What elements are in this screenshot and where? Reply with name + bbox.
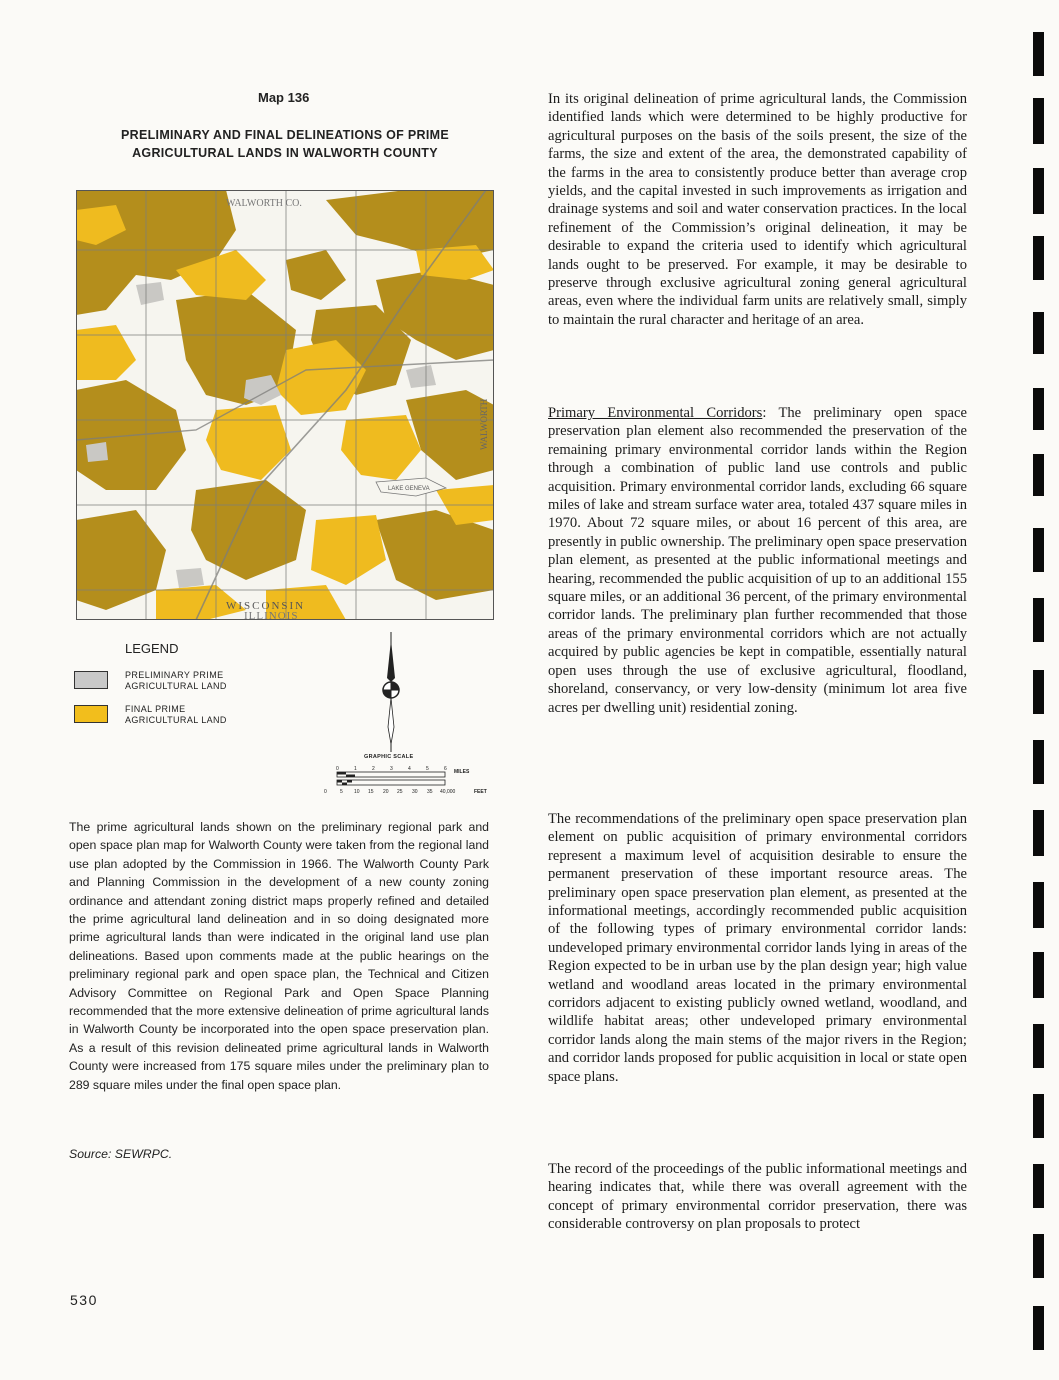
paragraph-3: The recommendations of the preliminary open space preservation plan element on public acquisition of primary environmental corridors represent a maximum level of acquisition desirable to ensure the permanent preservation of these important resource areas. The preliminary open space preservation plan element, as presented at the informational meetings, accordingly recommended public acquisition of the following types of primary environmental corridor lands: undeveloped primary environmental corridor lands lying in areas of the Region expected to be in urban use by the plan design year; high value wetland and woodland areas located in the primary environmental corridors adjacent to existing publicly owned wetland, woodland, and wildlife habitat areas; other undeveloped primary environmental corridor lands along the main stems of the major rivers in the Region; and corridor lands proposed for public acquisition in local or state open space plans. [548,811,967,1085]
edge-mark [1033,882,1044,928]
final-swatch [74,705,108,723]
preliminary-legend-label: PRELIMINARY PRIME AGRICULTURAL LAND [125,670,227,691]
svg-text:MILES: MILES [454,769,470,775]
map-caption: The prime agricultural lands shown on the preliminary regional park and open space plan map for Walworth County were taken from the regional land use plan adopted by the Commission in 1966. The Walworth County Park and Planning Commission in the development of a new county zoning ordinance and attendant zoning district maps properly refined and detailed the prime agricultural land delineation and in so doing designated more prime agricultural lands than were indicated in the original land use plan delineations. Based upon comments made at the public hearings on the preliminary regional park and open space plan, the Technical and Citizen Advisory Committee on Regional Park and Open Space Planning recommended that the more extensive delineation of prime agricultural lands in Walworth County be incorporated into the open space preservation plan. As a result of this revision delineated prime agricultural lands in Walworth County were increased from 175 square miles under the preliminary plan to 289 square miles under the final open space plan. [69,820,489,1092]
svg-text:0: 0 [324,789,327,795]
svg-text:25: 25 [397,789,403,795]
final-legend-label: FINAL PRIME AGRICULTURAL LAND [125,704,227,725]
paragraph-4: The record of the proceedings of the public informational meetings and hearing indicates that, while there was overall agreement with the concept of primary environmental corridor preservation, there was considerable controversy on plan proposals to protect [548,1161,967,1233]
svg-text:4: 4 [408,766,411,772]
map-title: PRELIMINARY AND FINAL DELINEATIONS OF PRIME AGRICULTURAL LANDS IN WALWORTH COUNTY [121,128,449,160]
edge-mark [1033,528,1044,572]
svg-text:5: 5 [340,789,343,795]
svg-text:5: 5 [426,766,429,772]
edge-mark [1033,1024,1044,1068]
edge-mark [1033,312,1044,354]
svg-text:10: 10 [354,789,360,795]
graphic-scale [322,764,502,800]
page-number: 530 [70,1292,98,1308]
edge-mark [1033,1094,1044,1138]
edge-mark [1033,1234,1044,1278]
svg-text:35: 35 [427,789,433,795]
wisconsin-label: WISCONSIN [226,600,306,612]
edge-mark [1033,740,1044,784]
paragraph-2: Primary Environmental Corridors: The preliminary open space preservation plan element also recommended the preservation of the remaining primary environmental corridor lands within the Region through a combination of public land use controls and public acquisition. Primary environmental corridor lands, excluding 66 square miles of lake and stream surface water area, totaled 437 square miles in 1970. About 72 square miles, or about 16 percent of this area, are presently in public ownership. The preliminary open space preservation plan element, as presented at the public informational meetings and hearing, recommended the public acquisition of up to an additional 155 square miles, or an additional 36 percent, of the primary environmental corridor lands. The preliminary plan further recommended that those areas of the primary environmental corridors which are not actually acquired by public agencies be kept in compatible, essentially natural open uses through the use of exclusive agricultural, floodland, shoreland, conservancy, or very low-density (minimum lot area five acres per dwelling unit) residential zoning. [548,405,967,716]
svg-text:15: 15 [368,789,374,795]
svg-text:6: 6 [444,766,447,772]
illinois-label: ILLINOIS [244,610,299,622]
svg-text:2: 2 [372,766,375,772]
preliminary-swatch [74,671,108,689]
edge-mark [1033,952,1044,998]
scale-title: GRAPHIC SCALE [364,754,414,760]
source-note: Source: SEWRPC. [69,1147,173,1161]
section-heading: Primary Environmental Corridors [548,405,763,421]
svg-text:20: 20 [383,789,389,795]
edge-mark [1033,670,1044,714]
lake-label: LAKE GENEVA [388,486,430,492]
side-label: WALWORTH [479,398,489,450]
prime-agricultural-lands-map [76,190,494,620]
edge-mark [1033,32,1044,76]
edge-mark [1033,1306,1044,1350]
legend-title: LEGEND [125,641,179,656]
county-label: WALWORTH CO. [226,198,302,209]
edge-mark [1033,810,1044,856]
svg-text:30: 30 [412,789,418,795]
map-number: Map 136 [258,90,310,105]
edge-mark [1033,454,1044,496]
svg-text:40,000: 40,000 [440,789,456,795]
svg-text:FEET: FEET [474,789,487,795]
edge-mark [1033,236,1044,280]
paragraph-1: In its original delineation of prime agricultural lands, the Commission identified lands which were determined to be highly productive for agricultural purposes on the basis of the soils present, the size of the farms, the size and extent of the area, the demonstrated capability of the farms in the area to consistently produce better than average crop yields, and the capital invested in such improvements as irrigation and drainage systems and soil and water conservation practices. In the local refinement of the Commission’s original delineation, it may be desirable to expand the criteria used to identify which agricultural lands ought to be preserved. For example, it may be desirable to preserve through exclusive agricultural zoning general agricultural areas, even where the individual farm units are relatively small, simply to maintain the rural character and heritage of an area. [548,91,967,328]
svg-text:3: 3 [390,766,393,772]
edge-mark [1033,598,1044,642]
edge-mark [1033,98,1044,144]
svg-text:0: 0 [336,766,339,772]
edge-mark [1033,1164,1044,1208]
north-arrow-icon [376,632,406,752]
edge-mark [1033,168,1044,214]
svg-text:1: 1 [354,766,357,772]
edge-mark [1033,388,1044,430]
